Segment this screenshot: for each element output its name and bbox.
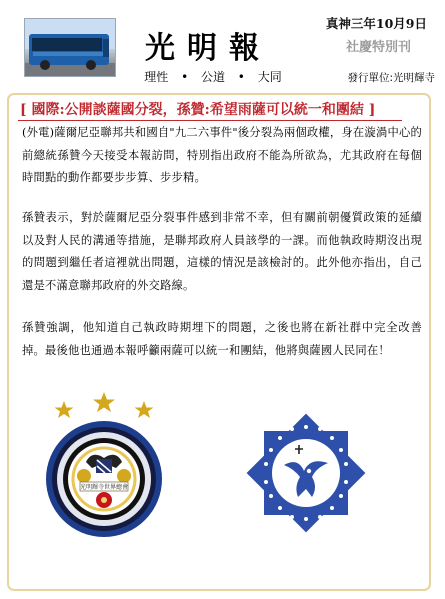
masthead-motto: 理性 • 公道 • 大同	[144, 70, 282, 84]
article-paragraph: 孫贊表示，對於薩爾尼亞分裂事件感到非常不幸，但有關前朝優質政策的延續以及對人民的溝通等措施，是聯邦政府人員該學的一課。而他執政時期沒出現的問題到繼任者這裡就出問題，這樣的情況是該檢討的。此外他亦指出，自己還是不滿意聯邦政府的外交路線。	[22, 211, 422, 292]
eight-point-star-emblem-icon	[246, 413, 366, 533]
article-headline: [ 國際:公開談薩國分裂，孫贊:希望雨薩可以統一和團結 ]	[20, 102, 376, 118]
article-paragraph: 孫贊強調，他知道自己執政時期埋下的問題，之後也將在新社群中完全改善掉。最後他也通過本報呼籲兩薩可以統一和團結，他將與薩國人民同在！	[22, 321, 422, 357]
masthead	[0, 0, 445, 92]
svg-text:光明輝寺世界總會: 光明輝寺世界總會	[79, 484, 129, 491]
masthead-title: 光明報	[145, 31, 271, 66]
article-paragraph: (外電)薩爾尼亞聯邦共和國自"九二六事件"後分裂為兩個政權，身在漩渦中心的前總統孫贊今天接受本報訪問，特別指出政府不能為所欲為，尤其政府在每個時間點的動作都要步步算、步步精。	[22, 126, 422, 184]
circular-emblem-icon	[44, 392, 164, 544]
issue-date: 真神三年10月9日	[325, 16, 427, 31]
bus-photo	[24, 18, 116, 77]
edition-label: 社慶特別刊	[345, 40, 411, 55]
headline-divider	[18, 120, 402, 121]
publisher-label: 發行單位:光明輝寺	[347, 72, 435, 84]
